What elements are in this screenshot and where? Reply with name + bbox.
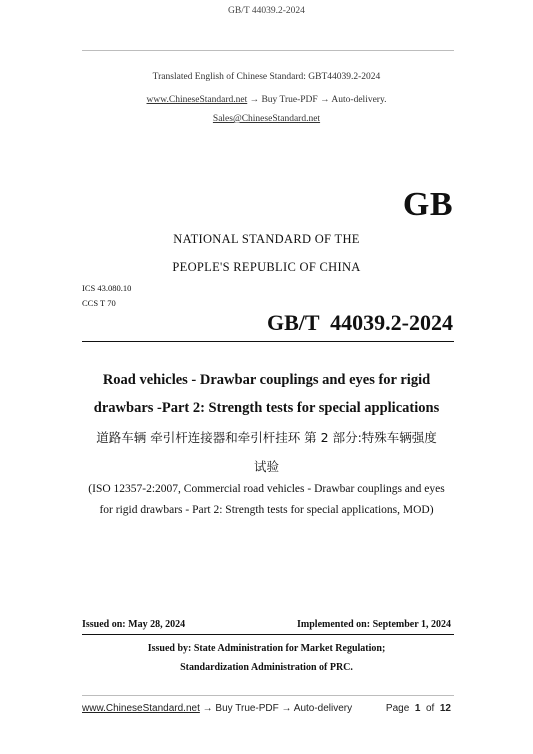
implemented-on-date: Implemented on: September 1, 2024 — [297, 619, 451, 630]
ccs-code: CCS T 70 — [82, 298, 116, 308]
dates-rule — [82, 634, 454, 635]
page-word: Page — [385, 703, 410, 714]
sales-email-line — [0, 114, 533, 124]
national-standard-line: NATIONAL STANDARD OF THE — [173, 232, 360, 246]
ics-code: ICS 43.080.10 — [82, 283, 132, 293]
standard-number-rule — [82, 341, 454, 342]
buy-pdf-line — [0, 95, 533, 105]
iso-reference-line-2: for rigid drawbars - Part 2: Strength tests for special applications, MOD) — [99, 504, 434, 516]
footer-site-link[interactable]: www.ChineseStandard.net — [82, 703, 200, 714]
country-line: PEOPLE'S REPUBLIC OF CHINA — [172, 260, 361, 274]
standard-number: GB/T 44039.2-2024 — [266, 310, 453, 335]
footer-buy-line — [82, 703, 352, 714]
page-indicator — [386, 703, 451, 714]
of-word: of — [425, 703, 435, 714]
footer-divider — [82, 695, 454, 696]
site-link[interactable]: www.ChineseStandard.net — [146, 95, 248, 105]
running-header: GB/T 44039.2-2024 — [228, 6, 305, 16]
chinese-title-line-2: 试验 — [253, 459, 279, 474]
iso-reference-line-1: (ISO 12357-2:2007, Commercial road vehicles - Drawbar couplings and eyes — [88, 483, 445, 495]
issuer-line-2: Standardization Administration of PRC. — [180, 662, 353, 673]
sales-email-link[interactable]: Sales@ChineseStandard.net — [212, 114, 321, 124]
page-current: 1 — [414, 703, 421, 714]
header-divider — [82, 50, 454, 51]
english-title-line-2: drawbars -Part 2: Strength tests for special applications — [93, 400, 440, 416]
english-title-line-1: Road vehicles - Drawbar couplings and eyes for rigid — [102, 372, 431, 388]
gb-mark: GB — [402, 186, 453, 223]
chinese-title-line-1: 道路车辆 牵引杆连接器和牵引杆挂环 第 2 部分:特殊车辆强度 — [96, 430, 437, 445]
issued-on-date: Issued on: May 28, 2024 — [82, 619, 186, 630]
issuer-line-1: Issued by: State Administration for Market Regulation; — [147, 643, 386, 654]
translation-notice: Translated English of Chinese Standard: GBT44039.2-2024 — [152, 72, 381, 82]
page-total: 12 — [439, 703, 451, 714]
buy-pdf-text: → Buy True-PDF → Auto-delivery. — [247, 95, 387, 105]
footer-buy-text: → Buy True-PDF → Auto-delivery — [199, 703, 353, 714]
